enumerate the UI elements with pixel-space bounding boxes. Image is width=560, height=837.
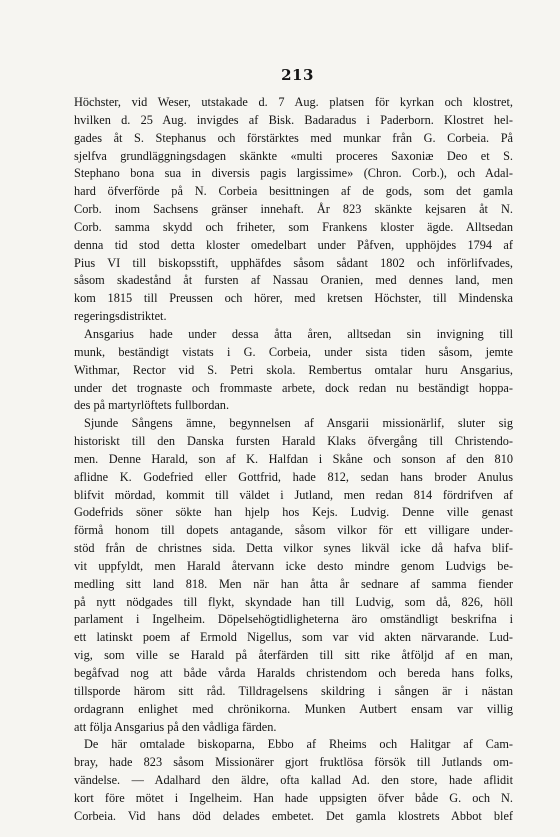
- text-line: Withmar, Rector vid S. Petri skola. Rembertus omtalar huru Ansgarius,: [74, 362, 513, 377]
- text-line: vändelse. — Adalhard den äldre, ofta kallad Ad. den store, hade aflidit: [74, 773, 513, 788]
- paragraph-3: [74, 415, 513, 736]
- text-line: på nytt nödgades till flykt, skyndade han till Ludvig, som då, 826, höll: [74, 594, 513, 609]
- text-line: gades åt S. Stephanus och förstärktes med munkar från G. Corbeia. På: [74, 130, 513, 145]
- text-line: vig, som ville se Harald på återfärden till sitt rike åtföljd af en man,: [74, 648, 513, 663]
- text-line: att följa Ansgarius på den vådliga färden.: [74, 719, 277, 734]
- text-line: munk, beständigt vistats i G. Corbeia, under sista tiden såsom, jemte: [74, 344, 513, 359]
- text-line: bray, hade 823 såsom Missionärer gjort fruktlösa försök till Jutlands om-: [74, 755, 513, 770]
- text-line: men. Denne Harald, son af K. Halfdan i Skåne och sonson af den 810: [74, 451, 513, 466]
- text-line: Pius VI till biskopsstift, upphäfdes såsom sådant 1802 och införlifvades,: [74, 255, 513, 270]
- paragraph-4: [74, 736, 513, 825]
- paragraph-1: [74, 94, 513, 326]
- text-line: begåfvad nog att både vårda Haralds christendom och bereda hans folks,: [74, 666, 513, 680]
- text-line: parlament i Ingelheim. Döpelsehögtidligheterna äro omständligt beskrifna i: [74, 612, 513, 627]
- text-line: förmå honom till dopets antagande, såsom vilkor för ett villigare under-: [74, 523, 513, 538]
- text-line: Sjunde Sångens ämne, begynnelsen af Ansgarii missionärlif, sluter sig: [84, 416, 513, 431]
- text-line: kom 1815 till Preussen och hörer, med kretsen Höchster, till Mindenska: [74, 291, 513, 306]
- text-line: Corb. inom Sachsens gränser innehaft. År 823 skänkte kejsaren åt N.: [74, 202, 513, 217]
- text-line: denna tid stod detta kloster omedelbart under Påfven, upphöjdes 1794 af: [74, 237, 513, 252]
- text-line: under det trognaste och frommaste arbete, dock redan nu beständigt hoppa-: [74, 380, 513, 395]
- page-number: 213: [281, 66, 314, 84]
- text-line: Godefrids söner sökte han hjelp hos Kejs. Ludvig. Denne ville genast: [74, 505, 513, 520]
- text-line: ett latinskt poem af Ermold Nigellus, som var vid akten närvarande. Lud-: [74, 630, 513, 645]
- text-line: des på martyrlöftets fullbordan.: [74, 398, 230, 413]
- text-line: hvilken d. 25 Aug. invigdes af Bisk. Badaradus i Paderborn. Klostret hel-: [74, 112, 513, 127]
- paragraph-2: [74, 326, 513, 415]
- text-line: såsom skadestånd åt fursten af Nassau Oranien, med dennes land, men: [74, 273, 513, 288]
- text-line: tillsporde härom sitt råd. Tilldragelsens skildring i sången är i nästan: [74, 683, 513, 698]
- text-line: Corbeia. Vid hans död delades embetet. Det gamla klostrets Abbot blef: [74, 808, 513, 823]
- text-line: stöd från de christnes sida. Detta vilkor synes likväl icke då hafva blif-: [74, 541, 513, 556]
- text-line: hard öfverförde på N. Corbeia besittningen af de gods, som det gamla: [74, 184, 513, 199]
- text-line: ordagrann enlighet med chrönikorna. Munken Autbert ensam var villig: [74, 701, 513, 716]
- text-line: De här omtalade biskoparna, Ebbo af Rheims och Halitgar af Cam-: [84, 737, 513, 752]
- text-line: kort före mötet i Ingelheim. Han hade uppsigten öfver både G. och N.: [74, 790, 513, 805]
- text-line: aflidne K. Godefried eller Gottfrid, hade 812, sedan hans broder Anulus: [74, 469, 513, 484]
- text-line: blifvit mördad, kommit till väldet i Jutland, men redan 814 fördrifven af: [74, 487, 513, 502]
- text-line: Stephano bona sua in diversis pagis largissime» (Chron. Corb.), och Adal-: [74, 166, 513, 181]
- text-line: Corb. samma skydd och friheter, som Frankens kloster ägde. Alltsedan: [74, 219, 513, 234]
- text-line: historiskt till den Danska fursten Harald Klaks öfvergång till Christendo-: [74, 434, 513, 449]
- text-line: Ansgarius hade under dessa åtta åren, alltsedan sin invigning till: [84, 326, 513, 341]
- text-line: sjelfva grundläggningsdagen skänkte «multi proceres Saxoniæ Deo et S.: [74, 148, 513, 163]
- text-line: medling sitt land 818. Men när han åtta år sednare af samma fiender: [74, 576, 513, 591]
- text-line: Höchster, vid Weser, utstakade d. 7 Aug. platsen för kyrkan och klostret,: [74, 95, 513, 109]
- text-line: vit uppfyldt, men Harald återvann icke desto mindre genom Ludvigs be-: [74, 558, 513, 573]
- text-line: regeringsdistriktet.: [74, 309, 167, 324]
